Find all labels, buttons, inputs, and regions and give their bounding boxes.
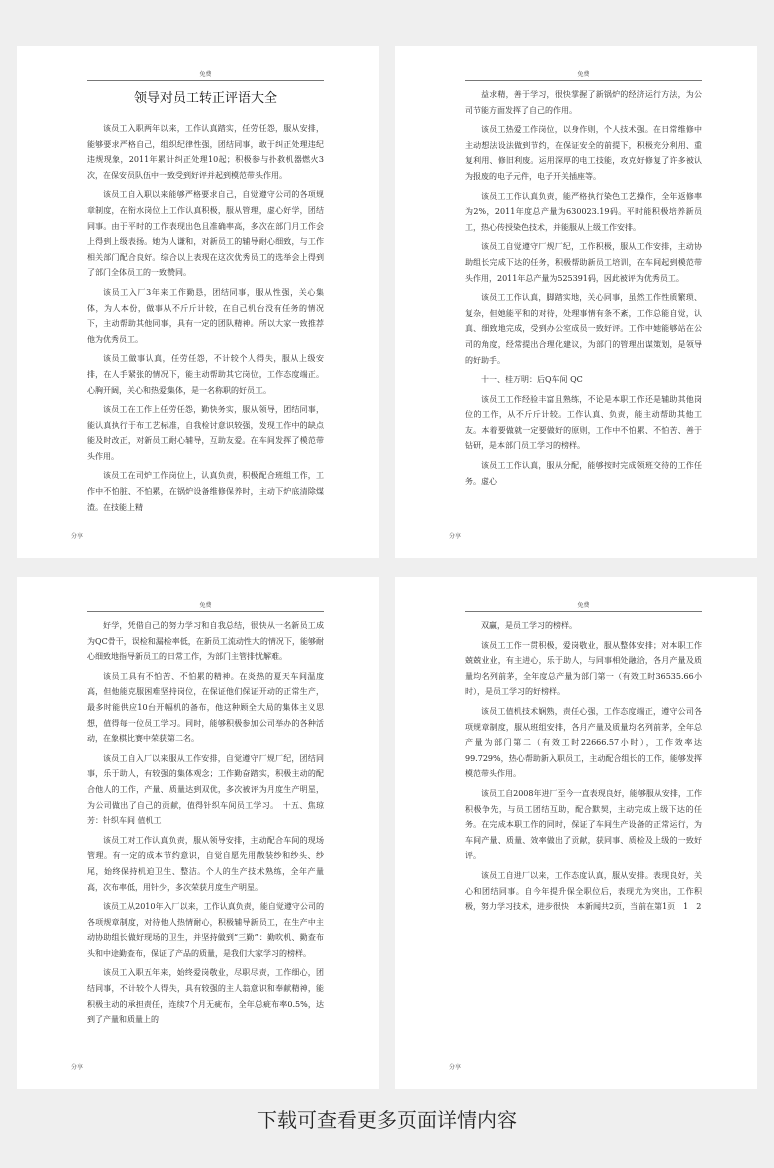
page-body xyxy=(87,618,324,1028)
page-header: 免费 xyxy=(87,71,324,81)
page-footer: 分享 xyxy=(71,533,84,540)
section-heading: 十一、桂万明：后Q车间 QC xyxy=(481,375,583,385)
paragraph: 该员工对工作认真负责，服从领导安排，主动配合车间的现场管理。有一定的成本节约意识，自觉自愿先用散装纱和纱头、纱尾，始终保持机迫卫生、整洁。个人的生产技术熟练，全年产量高，次布率低，用针少，多次荣获月度生产明星。 xyxy=(87,835,324,892)
page-header: 免费 xyxy=(87,602,324,612)
paragraph: 该员工工作认真负责，能严格执行染色工艺操作，全年返修率为2%，2011年度总产量为630023.19码。平时能积极培养新员工，热心传授染色技术，并能服从上级工作安排。 xyxy=(465,191,702,232)
paragraph: 该员工自进厂以来，工作态度认真，服从安排。表现良好，关心和团结同事。自今年提升保全职位后，表现尤为突出，工作积极，努力学习技术，进步很快 本新闻共2页，当前在第1页 1 2 xyxy=(465,870,702,912)
page-header: 免费 xyxy=(465,71,702,81)
paragraph: 该员工工作经验丰富且熟练，不论是本职工作还是辅助其他岗位的工作，从不斤斤计较。工作认真、负责，能主动帮助其他工友。本着要做就一定要做好的原则，工作中不怕累、不怕苦、善于钻研，是本部门员工学习的榜样。 xyxy=(465,394,702,451)
paragraph: 该员工做事认真，任劳任怨，不计较个人得失，服从上级安排，在人手紧张的情况下，能主动帮助其它岗位，工作态度端正。心胸开阔，关心和热爱集体，是一名称职的好员工。 xyxy=(87,354,324,395)
document-title: 领导对员工转正评语大全 xyxy=(133,91,277,106)
document-page-2 xyxy=(395,46,757,558)
paragraph: 好学，凭借自己的努力学习和自我总结，很快从一名新员工成为QC骨干，误检和漏检率低，在新员工流动性大的情况下，能够耐心细致地指导新员工的日常工作，为部门主管排忧解难。 xyxy=(87,621,324,662)
paragraph: 该员工入职五年来，始终爱岗敬业，尽职尽责，工作细心，团结同事，不计较个人得失，具有较强的主人翁意识和奉献精神，能积极主动的承担责任，连续7个月无疵布，全年总疵布率0.5%，达到了产量和质量上的 xyxy=(87,968,324,1025)
paragraph: 该员工具有不怕苦、不怕累的精神。在炎热的夏天车间温度高，但他能克服困难坚持岗位，在保证他们保证开动的正常生产，最多时能供应10台开幅机的备布，他这种顾全大局的集体主义思想，值得每一位员工学习。同时，能够积极参加公司举办的各种活动，在象棋比赛中荣获第二名。 xyxy=(87,671,324,744)
page-body xyxy=(465,618,702,915)
page-body xyxy=(87,121,324,515)
paragraph: 该员工工作认真，服从分配，能够按时完成领班交待的工作任务。虚心 xyxy=(465,461,702,486)
paragraph: 该员工自入职以来能够严格要求自己，自觉遵守公司的各项规章制度，在衔水岗位上工作认真积极，服从管理，虚心好学，团结同事。由于平时的工作表现出色且准确率高，多次在部门月工作会上得到上级表扬。她为人谦和，对新员工的辅导耐心细致，与工作相关部门配合良好。综合以上表现在这次优秀员工的选举会上得到了部门全体员工的一致赞同。 xyxy=(87,190,324,278)
paragraph: 该员工入厂3年来工作勤恳，团结同事，服从性强，关心集体，为人本份，做事从不斤斤计较，在自己机台没有任务的情况下，主动帮助其他同事，具有一定的团队精神。所以大家一致推荐他为优秀员工。 xyxy=(87,287,324,344)
paragraph: 益求精，善于学习，很快掌握了新锅炉的经济运行方法，为公司节能方面发挥了自己的作用。 xyxy=(465,90,702,115)
page-header: 免费 xyxy=(465,602,702,612)
paragraph: 该员工自觉遵守厂规厂纪，工作积极，服从工作安排，主动协助组长完成下达的任务，积极帮助新员工培训，在车间起到模范带头作用，2011年总产量为525391码，因此被评为优秀员工。 xyxy=(465,242,702,283)
paragraph: 双赢，是员工学习的榜样。 xyxy=(481,621,577,630)
paragraph: 该员工工作认真，脚踏实地，关心同事，虽然工作性质繁琐、复杂，但她能平和的对待，处理事情有条不紊，工作总能自觉，认真、细致地完成，受到办公室成员一致好评。工作中她能够站在公司的角度，经常提出合理化建议，为部门的管理出谋策划，是领导的好助手。 xyxy=(465,293,702,365)
paragraph: 该员工从2010年入厂以来，工作认真负责，能自觉遵守公司的各项规章制度，对待他人热情耐心，积极辅导新员工，在生产中主动协助组长做好现场的卫生，并坚持做到“三勤”：勤吹机、勤查布头和中途勤查布，保证了产品的质量，是我们大家学习的榜样。 xyxy=(87,902,324,958)
page-footer: 分享 xyxy=(449,1064,462,1071)
download-caption: 下载可查看更多页面详情内容 xyxy=(257,1108,517,1132)
paragraph: 该员工热爱工作岗位，以身作则，个人技术强。在日常维修中主动想法设法做到节约，在保证安全的前提下，积极充分利用、重复利用、修旧利废。运用深厚的电工技能，攻克好修复了许多被认为报废的电子元件，电子开关插座等。 xyxy=(465,125,702,181)
paragraph: 该员工自2008年进厂至今一直表现良好，能够服从安排，工作积极争先，与员工团结互助，配合默契，主动完成上级下达的任务。在完成本职工作的同时，保证了车间生产设备的正常运行，为车间产量、质量、效率做出了贡献，获同事、质检及上级的一致好评。 xyxy=(465,788,702,861)
paragraph: 该员工工作一贯积极，爱岗敬业，服从整体安排；对本职工作兢兢业业，有主进心，乐于助人，与同事相处融洽，各月产量及质量均名列前茅，全年度总产量为部门第一（有效工时36535.66小时），是员工学习的好榜样。 xyxy=(465,640,702,697)
document-page-3 xyxy=(17,577,379,1089)
page-footer: 分享 xyxy=(71,1064,84,1071)
paragraph: 该员工在司炉工作岗位上，认真负责，积极配合班组工作，工作中不怕脏、不怕累，在锅炉设备维修保养时，主动下炉底清除煤渣。在技能上精 xyxy=(87,471,324,512)
document-page-4 xyxy=(395,577,757,1089)
paragraph: 该员工入职两年以来，工作认真踏实，任劳任怨，服从安排，能够要求严格自己，组织纪律性强，团结同事，敢于纠正处理违纪违规现象，2011年累计纠正处理10起；积极参与扑救机器燃火3次，在保安员队伍中一致受到好评并起到模范带头作用。 xyxy=(87,124,324,180)
paragraph: 该员工值机技术娴熟，责任心强，工作态度端正，遵守公司各项规章制度，服从班组安排，各月产量及质量均名列前茅，全年总产量为部门第二（有效工时22666.57小时），工作效率达99.729%，热心帮助新入职员工，主动配合组长的工作，能够发挥模范带头作用。 xyxy=(465,706,702,779)
paragraph: 该员工自入厂以来服从工作安排，自觉遵守厂规厂纪，团结同事，乐于助人，有较强的集体观念；工作勤奋踏实，积极主动的配合他人的工作，产量、质量达到双优，多次被评为月度生产明星，为公司做出了自己的贡献，值得针织车间员工学习。 十五、焦琼芳：针织车间 值机工 xyxy=(87,753,324,826)
document-page-1 xyxy=(17,46,379,558)
page-footer: 分享 xyxy=(449,533,462,540)
page-body xyxy=(465,87,702,489)
paragraph: 该员工在工作上任劳任怨，勤快务实，服从领导，团结同事，能认真执行于布工艺标准，自我检讨意识较强，发现工作中的缺点能及时改正，对新员工耐心辅导，互助友爱。在车间发挥了模范带头作用。 xyxy=(87,405,324,461)
